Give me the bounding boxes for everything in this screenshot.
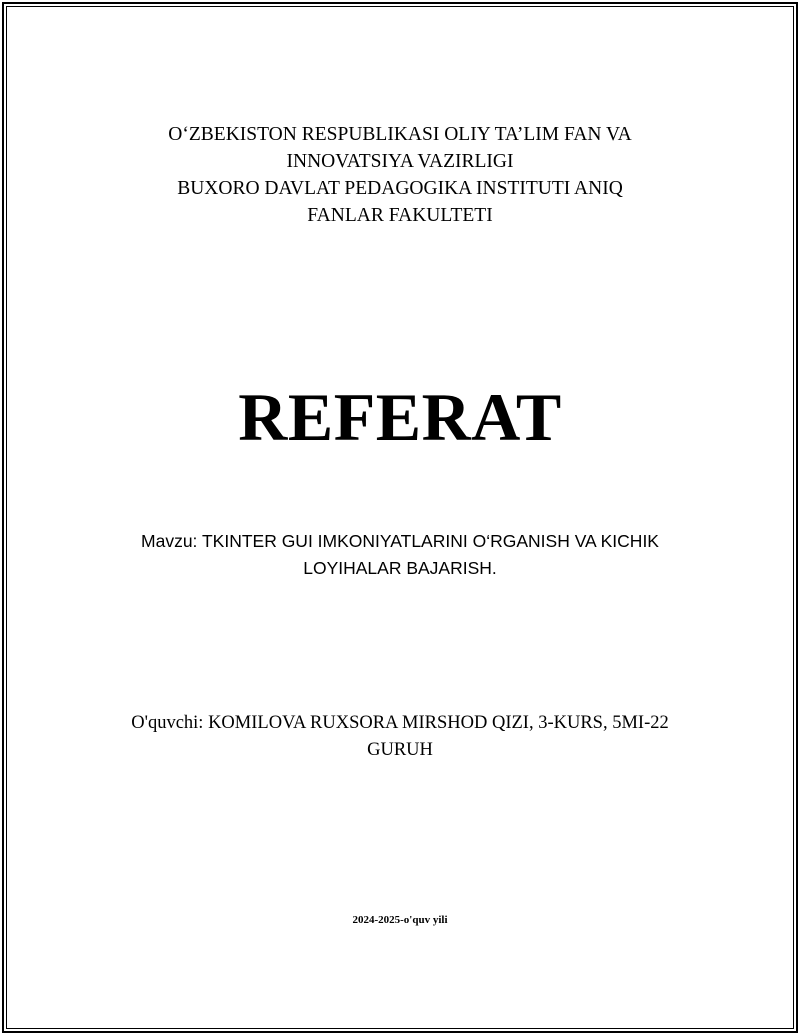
academic-year: 2024-2025-o'quv yili (352, 914, 448, 926)
ministry-header-line: INNOVATSIYA VAZIRLIGI (286, 151, 514, 172)
topic-line: LOYIHALAR BAJARISH. (303, 558, 497, 578)
institute-header-line: BUXORO DAVLAT PEDAGOGIKA INSTITUTI ANIQ (177, 178, 623, 199)
document-title: REFERAT (238, 379, 562, 455)
student-line: GURUH (367, 740, 433, 760)
faculty-header-line: FANLAR FAKULTETI (307, 205, 493, 226)
ministry-header-line: O‘ZBEKISTON RESPUBLIKASI OLIY TA’LIM FAN VA (168, 124, 632, 145)
student-block (0, 710, 800, 764)
ministry-header (0, 121, 800, 229)
topic-block (0, 528, 800, 582)
topic-line: Mavzu: TKINTER GUI IMKONIYATLARINI O‘RGANISH VA KICHIK (141, 531, 659, 551)
student-line: O'quvchi: KOMILOVA RUXSORA MIRSHOD QIZI, 3-KURS, 5MI-22 (131, 713, 669, 733)
